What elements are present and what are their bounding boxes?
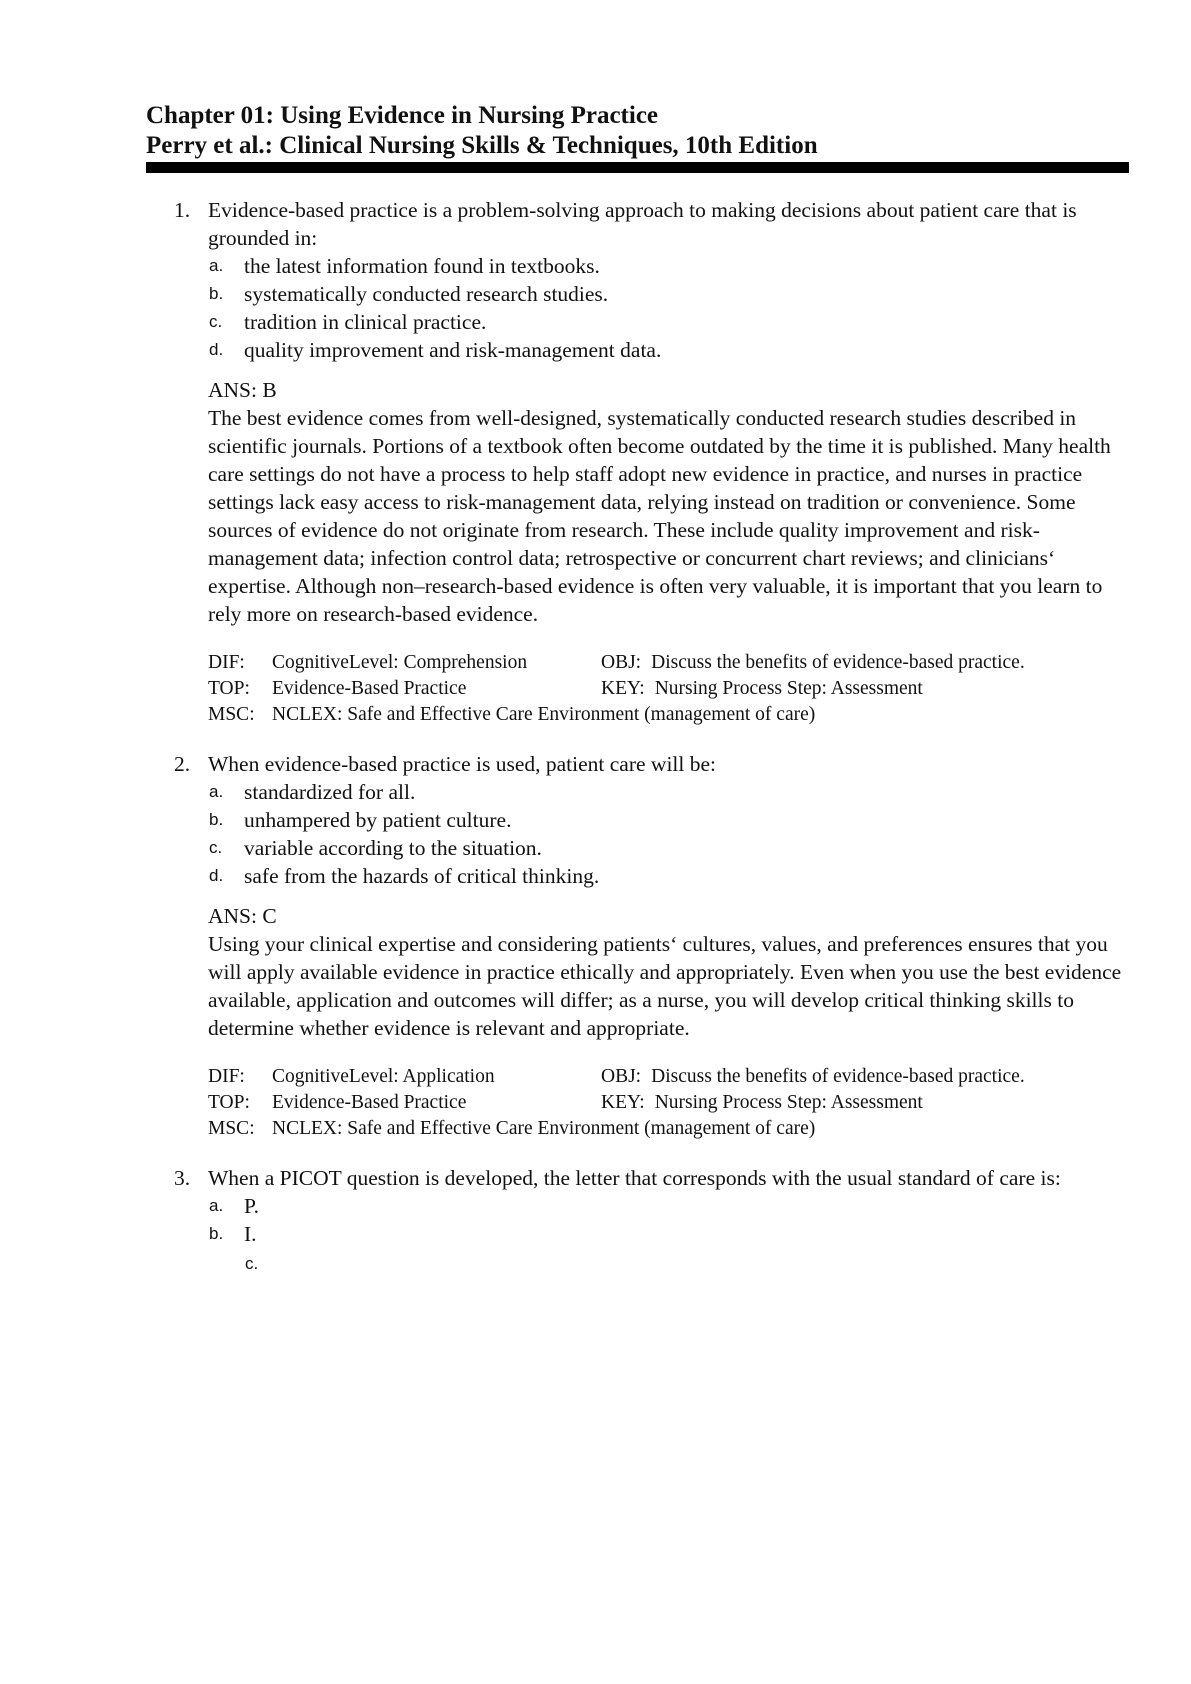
meta-row [208,1064,1129,1090]
option-text: the latest information found in textbooks. [244,254,600,278]
meta-value: Discuss the benefits of evidence-based practice. [651,652,1025,673]
meta-label: MSC: [208,704,255,725]
question-2 [174,750,1129,1142]
option-text: unhampered by patient culture. [244,808,512,832]
meta-row [208,1116,1129,1142]
meta-msc [208,1116,815,1142]
meta-objective [601,650,1025,676]
option-letter: a. [209,782,224,801]
option-letter: b. [209,1224,224,1243]
question-text: Evidence-based practice is a problem-solving approach to making decisions about patient care that is grounded in: [208,198,1077,250]
meta-key-step [601,676,923,702]
meta-value: Nursing Process Step: Assessment [654,1092,923,1113]
option-a [208,778,1129,806]
option-letter: a. [209,256,224,275]
answer-key: ANS: B [208,378,277,402]
option-letter: c. [245,1254,259,1273]
question-1 [174,196,1129,728]
chapter-title: Chapter 01: Using Evidence in Nursing Practice [146,102,659,129]
option-d [208,336,1129,364]
answer-options [208,778,1129,890]
meta-label: OBJ: [601,652,642,673]
meta-label: MSC: [208,1118,255,1139]
option-c [208,308,1129,336]
meta-value: Evidence-Based Practice [272,678,467,699]
option-text: standardized for all. [244,780,416,804]
question-text: When evidence-based practice is used, patient care will be: [208,752,717,776]
meta-label: TOP: [208,678,250,699]
option-a [208,252,1129,280]
meta-value: Evidence-Based Practice [272,1092,467,1113]
meta-label: KEY: [601,678,645,699]
document-header [146,101,1129,161]
option-text: I. [244,1222,257,1246]
meta-value: CognitiveLevel: Comprehension [272,652,528,673]
question-list [174,196,1129,1300]
option-c [208,1248,1129,1278]
option-b [208,280,1129,308]
answer-options [208,1192,1129,1278]
rationale: Using your clinical expertise and considering patients‘ cultures, values, and preferences ensures that you will apply available evidence in practice ethically and appropriately. Even when you use the best evidence available, application and outcomes will differ; as a nurse, you will develop critical thinking skills to determine whether evidence is relevant and appropriate. [208,932,1122,1040]
header-rule [146,162,1129,173]
meta-key-step [601,1090,923,1116]
option-b [208,806,1129,834]
option-letter: b. [209,284,224,303]
option-letter: d. [209,340,224,359]
option-d [208,862,1129,890]
option-b [208,1220,1129,1248]
meta-value: CognitiveLevel: Application [272,1066,495,1087]
meta-label: TOP: [208,1092,250,1113]
meta-value: Discuss the benefits of evidence-based practice. [651,1066,1025,1087]
meta-value: NCLEX: Safe and Effective Care Environment (management of care) [272,1118,816,1139]
meta-objective [601,1064,1025,1090]
rationale: The best evidence comes from well-designed, systematically conducted research studies described in scientific journals. Portions of a textbook often become outdated by the time it is published. Many health care settings do not have a process to help staff adopt new evidence in practice, and nurses in practice settings lack easy access to risk-management data, relying instead on tradition or convenience. Some sources of evidence do not originate from research. These include quality improvement and risk-management data; infection control data; retrospective or concurrent chart reviews; and clinicians‘ expertise. Although non–research-based evidence is often very valuable, it is important that you learn to rely more on research-based evidence. [208,406,1111,626]
option-a [208,1192,1129,1220]
option-letter: d. [209,866,224,885]
option-c [208,834,1129,862]
option-letter: b. [209,810,224,829]
meta-difficulty [208,650,601,676]
meta-label: DIF: [208,652,245,673]
option-text: safe from the hazards of critical thinking. [244,864,600,888]
meta-row [208,650,1129,676]
question-metadata [208,650,1129,728]
option-letter: a. [209,1196,224,1215]
question-metadata [208,1064,1129,1142]
question-number: 1. [174,198,191,222]
question-3 [174,1164,1129,1278]
meta-msc [208,702,815,728]
option-text: systematically conducted research studies. [244,282,609,306]
meta-difficulty [208,1064,601,1090]
question-number: 2. [174,752,191,776]
option-text: quality improvement and risk-management data. [244,338,662,362]
meta-topic [208,1090,601,1116]
option-letter: c. [209,312,223,331]
meta-label: OBJ: [601,1066,642,1087]
meta-topic [208,676,601,702]
option-text: variable according to the situation. [244,836,542,860]
book-title: Perry et al.: Clinical Nursing Skills & Techniques, 10th Edition [146,132,818,159]
option-letter: c. [209,838,223,857]
question-text: When a PICOT question is developed, the letter that corresponds with the usual standard of care is: [208,1166,1061,1190]
answer-options [208,252,1129,364]
option-text: P. [244,1194,259,1218]
meta-value: Nursing Process Step: Assessment [654,678,923,699]
question-number: 3. [174,1166,191,1190]
meta-label: DIF: [208,1066,245,1087]
meta-label: KEY: [601,1092,645,1113]
meta-value: NCLEX: Safe and Effective Care Environment (management of care) [272,704,816,725]
meta-row [208,1090,1129,1116]
meta-row [208,702,1129,728]
meta-row [208,676,1129,702]
option-text: tradition in clinical practice. [244,310,487,334]
answer-key: ANS: C [208,904,277,928]
